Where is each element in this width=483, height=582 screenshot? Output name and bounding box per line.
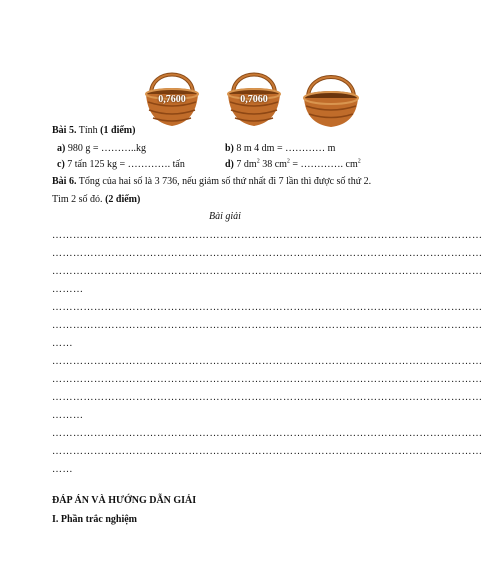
bai6-line-2 [52, 193, 140, 206]
bai6-points: (2 điểm) [105, 194, 141, 205]
section-1-heading: I. Phần trắc nghiệm [52, 514, 137, 525]
basket-1-label: 0,7600 [158, 94, 186, 105]
answer-line: …………………………………………………………………………………………………………… [52, 302, 483, 313]
bai5-a [57, 142, 146, 155]
bai5-d-text-1: 7 dm [233, 159, 257, 170]
superscript-2: 2 [256, 158, 260, 165]
bai5-b [225, 142, 335, 155]
answer-line: …………………………………………………………………………………………………………… [52, 428, 483, 439]
bai5-a-label: a) [57, 143, 66, 154]
bai6-title: Bài 6. [52, 176, 77, 187]
answer-line: …………………………………………………………………………………………………………… [52, 392, 483, 403]
answer-line: …………………………………………………………………………………………………………… [52, 320, 483, 331]
bai5-title: Bài 5. [52, 125, 77, 136]
bai5-b-text: 8 m 4 dm = ………… m [233, 143, 336, 154]
bai6-text-1: Tổng của hai số là 3 736, nếu giảm số thứ nhất đi 7 lần thì được số thứ 2. [76, 176, 372, 187]
basket-2-label: 0,7060 [240, 94, 268, 105]
basket-1 [143, 64, 201, 130]
bai5-d-text-3: = …………. cm [289, 159, 358, 170]
solution-title: Bài giải [209, 211, 241, 222]
bai5-c-label: c) [57, 159, 65, 170]
superscript-2: 2 [286, 158, 290, 165]
bai6-text-2: Tìm 2 số đó. [52, 194, 106, 205]
bai5-b-label: b) [225, 143, 234, 154]
answer-line: …………………………………………………………………………………………………………… [52, 374, 483, 385]
bai6-line-1 [52, 175, 371, 188]
answer-line: …………………………………………………………………………………………………………… [52, 248, 483, 259]
bai5-heading [52, 124, 135, 137]
answer-line-short: …… [52, 464, 73, 475]
answer-line: …………………………………………………………………………………………………………… [52, 446, 483, 457]
bai5-a-text: 980 g = ………..kg [65, 143, 146, 154]
bai5-d [225, 158, 361, 171]
answer-line-short: ……… [52, 410, 84, 421]
basket-2 [225, 64, 283, 130]
bai5-d-label: d) [225, 159, 234, 170]
bai5-c-text: 7 tấn 125 kg = …………. tấn [64, 159, 185, 170]
bai5-title-rest: Tính [76, 125, 101, 136]
basket-icon [302, 64, 360, 130]
bai5-d-text-2: 38 cm [259, 159, 287, 170]
basket-3 [302, 64, 360, 130]
answer-line: …………………………………………………………………………………………………………… [52, 356, 483, 367]
answer-line: …………………………………………………………………………………………………………… [52, 230, 483, 241]
answers-heading: ĐÁP ÁN VÀ HƯỚNG DẪN GIẢI [52, 495, 197, 506]
answer-line-short: …… [52, 338, 73, 349]
answer-line: …………………………………………………………………………………………………………… [52, 266, 483, 277]
superscript-2: 2 [357, 158, 361, 165]
bai5-c [57, 158, 185, 171]
answer-line-short: ……… [52, 284, 84, 295]
bai5-points: (1 điểm) [100, 125, 136, 136]
